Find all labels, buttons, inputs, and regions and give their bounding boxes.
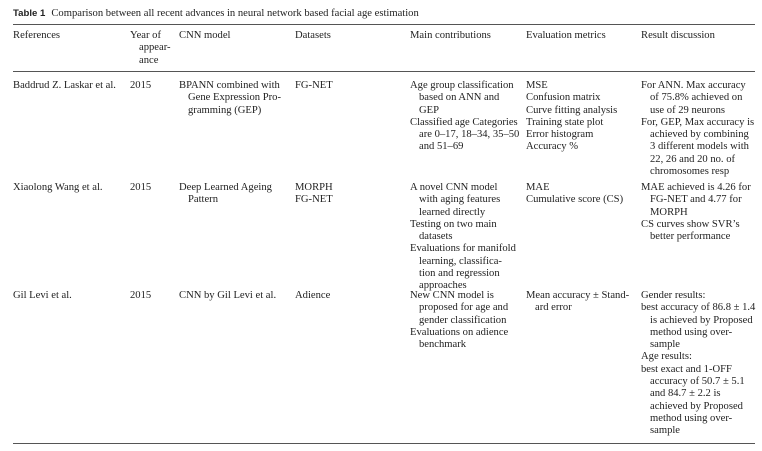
result: MAE achieved is 4.26 for FG-NET and 4.77 for MORPH [641, 182, 751, 218]
cnn-model: CNN by Gil Levi et al. [179, 290, 277, 301]
metric: MSE [526, 80, 548, 91]
metrics [526, 182, 623, 207]
metric: Error histogram [526, 129, 594, 141]
header-references: References [13, 30, 61, 41]
datasets [295, 290, 330, 302]
header-cnn-model: CNN model [179, 30, 231, 41]
year: 2015 [130, 182, 152, 193]
metric: Confusion matrix [526, 92, 601, 104]
dataset: FG-NET [295, 194, 333, 206]
dataset: FG-NET [295, 80, 333, 91]
header-main-contributions: Main contributions [410, 30, 491, 41]
bottom-rule [13, 443, 755, 444]
year: 2015 [130, 80, 152, 91]
header-year: Year of appear- ance [130, 30, 171, 66]
table-caption [13, 8, 419, 20]
metric: Cumulative score (CS) [526, 194, 624, 206]
metric: Accuracy % [526, 141, 579, 153]
header-evaluation-metrics: Evaluation metrics [526, 30, 606, 41]
contributions [410, 80, 519, 154]
cnn-model: Deep Learned Ageing Pattern [179, 182, 272, 206]
contribution: Testing on two main datasets [410, 218, 497, 243]
result: For, GEP, Max accuracy is achieved by combining 3 different models with 22, 26 and 20 no. of chromosomes resp [641, 116, 755, 178]
result: best accuracy of 86.8 ± 1.4 is achieved by Proposed method using over- sample [641, 302, 756, 351]
metrics [526, 290, 629, 315]
metric: Curve fitting analysis [526, 104, 618, 116]
contribution: Evaluations for manifold learning, classifica- tion and regression approaches [410, 243, 516, 292]
header-datasets: Datasets [295, 30, 331, 41]
result: Age results: [641, 351, 692, 363]
result: For ANN. Max accuracy of 75.8% achieved on use of 29 neurons [641, 80, 746, 116]
reference: Xiaolong Wang et al. [13, 182, 103, 193]
top-rule [13, 24, 755, 25]
metric: Mean accuracy ± Stand- ard error [526, 290, 630, 314]
results [641, 80, 754, 178]
contributions [410, 182, 516, 293]
results [641, 290, 755, 438]
result: best exact and 1-OFF accuracy of 50.7 ± 5.1 and 84.7 ± 2.2 is achieved by Proposed method using over- sample [641, 363, 745, 437]
results [641, 182, 751, 243]
dataset: MORPH [295, 182, 333, 193]
contribution: Classified age Categories are 0–17, 18–34, 35–50 and 51–69 [410, 116, 520, 153]
header-rule [13, 71, 755, 72]
header-result-discussion: Result discussion [641, 30, 715, 41]
reference: Baddrud Z. Laskar et al. [13, 80, 116, 91]
year: 2015 [130, 290, 152, 301]
dataset: Adience [295, 290, 331, 301]
contribution: Age group classification based on ANN and GEP [410, 80, 514, 116]
result: CS curves show SVR’s better performance [641, 218, 740, 243]
result: Gender results: [641, 290, 706, 301]
metrics [526, 80, 617, 154]
datasets [295, 80, 333, 92]
datasets [295, 182, 333, 207]
contribution: A novel CNN model with aging features learned directly [410, 182, 501, 218]
reference: Gil Levi et al. [13, 290, 72, 301]
cnn-model: BPANN combined with Gene Expression Pro- gramming (GEP) [179, 80, 281, 116]
metric: Training state plot [526, 116, 604, 128]
contributions [410, 290, 508, 351]
metric: MAE [526, 182, 550, 193]
contribution: New CNN model is proposed for age and gender classification [410, 290, 509, 326]
table-label: Table 1 [13, 8, 46, 19]
contribution: Evaluations on adience benchmark [410, 326, 509, 351]
caption-text: Comparison between all recent advances in neural network based facial age estimation [51, 8, 419, 19]
